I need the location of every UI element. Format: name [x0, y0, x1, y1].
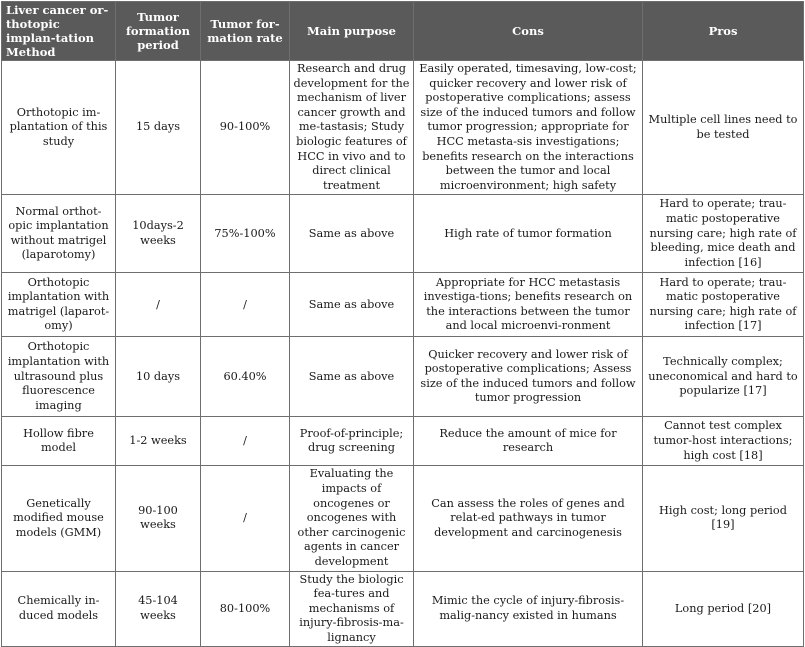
cell-purpose: Evaluating the impacts of oncogenes or oncogenes with other carcinogenic agents in cancer development	[290, 466, 414, 571]
cell-rate: 75%-100%	[201, 195, 290, 273]
header-method: Liver cancer or-thotopic implan-tation Method	[2, 2, 116, 61]
table-row	[2, 417, 804, 466]
cell-method: Orthotopic implantation with ultrasound plus fluorescence imaging	[2, 337, 116, 417]
cell-purpose: Research and drug development for the mechanism of liver cancer growth and me-tastasis; Study biologic features of HCC in vivo and to direct clinical treatment	[290, 61, 414, 195]
cell-method: Normal orthot-opic implantation without matrigel (laparotomy)	[2, 195, 116, 273]
cell-pros: Hard to operate; trau-matic postoperative nursing care; high rate of bleeding, mice death and infection [16]	[643, 195, 804, 273]
cell-period: 10days-2 weeks	[116, 195, 201, 273]
cell-period: 1-2 weeks	[116, 417, 201, 466]
header-row	[2, 2, 804, 61]
cell-rate: 80-100%	[201, 571, 290, 647]
cell-cons: Reduce the amount of mice for research	[414, 417, 643, 466]
table-row	[2, 466, 804, 571]
cell-period: /	[116, 273, 201, 337]
cell-pros: Multiple cell lines need to be tested	[643, 61, 804, 195]
cell-cons: Mimic the cycle of injury-fibrosis-malig-nancy existed in humans	[414, 571, 643, 647]
header-purpose: Main purpose	[290, 2, 414, 61]
cell-purpose: Same as above	[290, 195, 414, 273]
comparison-table	[1, 1, 804, 647]
cell-purpose: Same as above	[290, 337, 414, 417]
cell-cons: Can assess the roles of genes and relat-ed pathways in tumor development and carcinogenesis	[414, 466, 643, 571]
cell-purpose: Same as above	[290, 273, 414, 337]
cell-method: Genetically modified mouse models (GMM)	[2, 466, 116, 571]
cell-cons: Appropriate for HCC metastasis investiga-tions; benefits research on the interactions between the tumor and local microenvi-ronment	[414, 273, 643, 337]
cell-pros: High cost; long period [19]	[643, 466, 804, 571]
header-pros: Pros	[643, 2, 804, 61]
header-rate: Tumor for-mation rate	[201, 2, 290, 61]
cell-purpose: Study the biologic fea-tures and mechanisms of injury-fibrosis-ma-lignancy	[290, 571, 414, 647]
cell-rate: /	[201, 417, 290, 466]
table-header	[2, 2, 804, 61]
cell-rate: 60.40%	[201, 337, 290, 417]
table-row	[2, 337, 804, 417]
cell-method: Orthotopic im-plantation of this study	[2, 61, 116, 195]
table-row	[2, 273, 804, 337]
cell-period: 10 days	[116, 337, 201, 417]
table-row	[2, 61, 804, 195]
cell-period: 45-104 weeks	[116, 571, 201, 647]
header-period: Tumor formation period	[116, 2, 201, 61]
cell-pros: Long period [20]	[643, 571, 804, 647]
table-row	[2, 571, 804, 647]
cell-cons: Quicker recovery and lower risk of postoperative complications; Assess size of the induced tumors and follow tumor progression	[414, 337, 643, 417]
cell-period: 15 days	[116, 61, 201, 195]
cell-method: Hollow fibre model	[2, 417, 116, 466]
cell-cons: High rate of tumor formation	[414, 195, 643, 273]
cell-pros: Technically complex; uneconomical and hard to popularize [17]	[643, 337, 804, 417]
cell-pros: Cannot test complex tumor-host interactions; high cost [18]	[643, 417, 804, 466]
cell-method: Orthotopic implantation with matrigel (laparot-omy)	[2, 273, 116, 337]
cell-rate: /	[201, 273, 290, 337]
cell-cons: Easily operated, timesaving, low-cost; quicker recovery and lower risk of postoperative complications; assess size of the induced tumors and follow tumor progression; appropriate for HCC metasta-sis investigations; benefits research on the interactions between the tumor and local microenvironment; high safety	[414, 61, 643, 195]
table-body	[2, 61, 804, 647]
table-row	[2, 195, 804, 273]
cell-pros: Hard to operate; trau-matic postoperative nursing care; high rate of infection [17]	[643, 273, 804, 337]
cell-rate: 90-100%	[201, 61, 290, 195]
cell-rate: /	[201, 466, 290, 571]
cell-period: 90-100 weeks	[116, 466, 201, 571]
cell-method: Chemically in-duced models	[2, 571, 116, 647]
cell-purpose: Proof-of-principle; drug screening	[290, 417, 414, 466]
header-cons: Cons	[414, 2, 643, 61]
